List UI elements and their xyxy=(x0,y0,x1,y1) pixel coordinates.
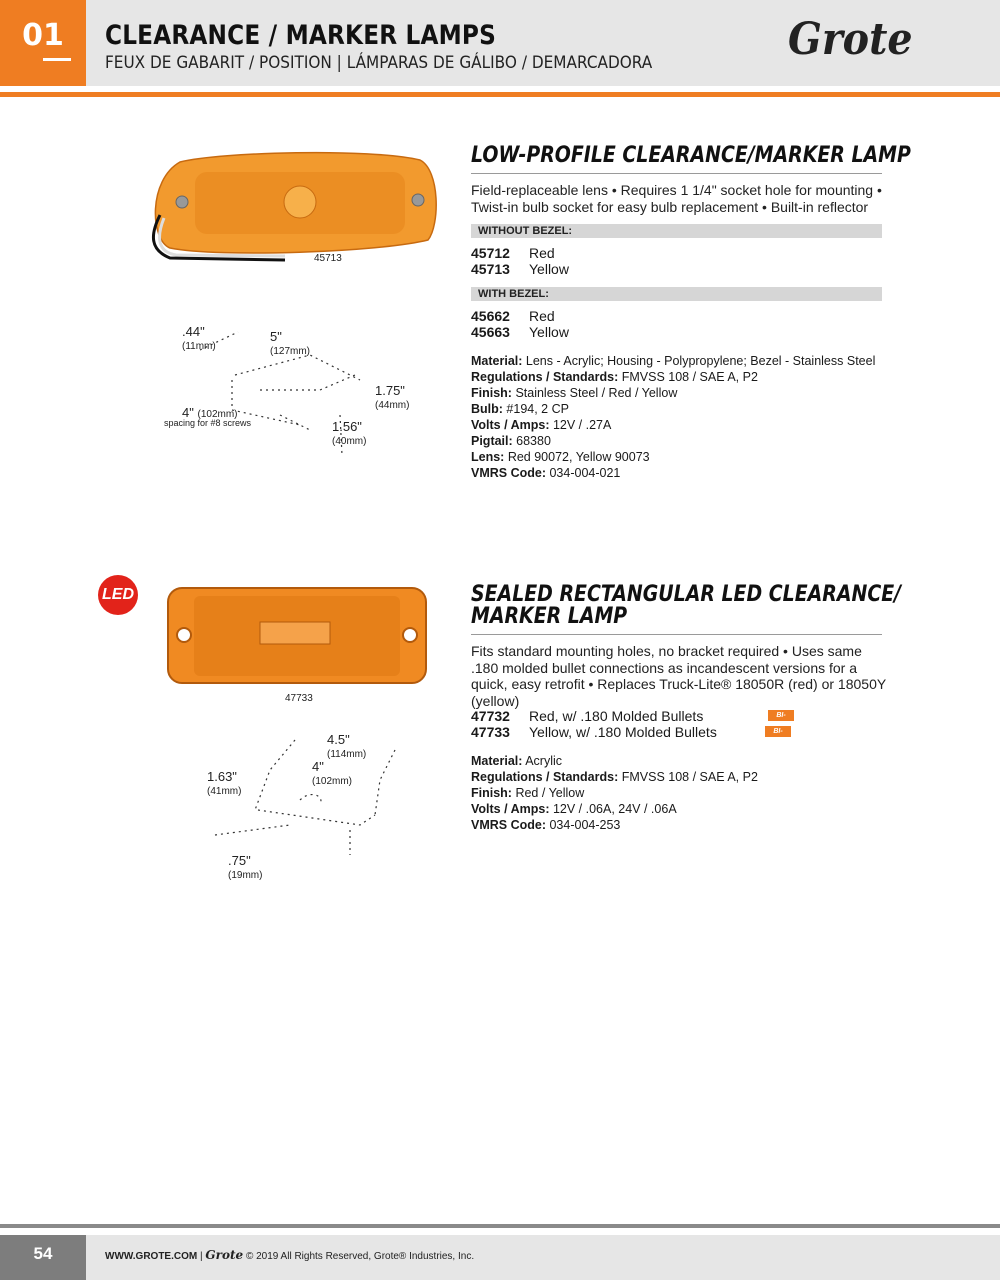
led-badge: LED xyxy=(98,575,138,615)
part-color: Red xyxy=(529,308,555,324)
spec-finish: Finish: Red / Yellow xyxy=(471,786,585,800)
title-rule xyxy=(471,634,882,635)
spec-lens: Lens: Red 90072, Yellow 90073 xyxy=(471,450,650,464)
dim-4: 4" (102mm) xyxy=(312,759,353,787)
spec-bulb: Bulb: #194, 2 CP xyxy=(471,402,569,416)
bi-volt-badge: BI- xyxy=(768,710,794,721)
part-number: 45712 xyxy=(471,245,510,261)
product-title: SEALED RECTANGULAR LED CLEARANCE/ xyxy=(471,582,902,607)
with-bezel-header: WITH BEZEL: xyxy=(471,287,882,301)
part-color: Red xyxy=(529,245,555,261)
part-color: Yellow xyxy=(529,261,569,277)
dim-175: 1.75" (44mm) xyxy=(375,383,410,411)
product-specs xyxy=(471,353,875,481)
part-number: 45713 xyxy=(471,261,510,277)
dim-075: .75" (19mm) xyxy=(228,853,263,881)
section-number: 01 xyxy=(22,18,64,53)
part-color: Yellow xyxy=(529,324,569,340)
website-link[interactable]: WWW.GROTE.COM xyxy=(105,1251,198,1262)
spec-volts-amps: Volts / Amps: 12V / .06A, 24V / .06A xyxy=(471,802,677,816)
part-number: 45663 xyxy=(471,324,510,340)
page-number: 54 xyxy=(0,1235,86,1280)
page-subtitle: FEUX DE GABARIT / POSITION | LÁMPARAS DE GÁLIBO / DEMARCADORA xyxy=(105,53,653,73)
sealed-led-lamp-image xyxy=(160,580,435,690)
footer-separator: | xyxy=(200,1251,203,1262)
product-title-line2: MARKER LAMP xyxy=(471,604,628,629)
without-bezel-header: WITHOUT BEZEL: xyxy=(471,224,882,238)
product-description: Fits standard mounting holes, no bracket required • Uses same .180 molded bullet connections as incandescent versions for a quick, easy retrofit • Replaces Truck-Lite® 18050R (red) or 18050Y (yellow) xyxy=(471,643,886,709)
dim-4: 4" (102mm) xyxy=(182,405,238,420)
spec-material: Material: Lens - Acrylic; Housing - Polypropylene; Bezel - Stainless Steel xyxy=(471,354,876,368)
footer-text xyxy=(105,1248,474,1262)
part-number: 45662 xyxy=(471,308,510,324)
image-caption: 47733 xyxy=(285,693,313,704)
footer-grote-logo: Grote xyxy=(205,1248,244,1262)
product-description: Field-replaceable lens • Requires 1 1/4" socket hole for mounting • Twist-in bulb socket for easy bulb replacement • Built-in reflector xyxy=(471,182,882,215)
spec-material: Material: Acrylic xyxy=(471,754,562,768)
dim-163: 1.63" (41mm) xyxy=(207,769,242,797)
section-tab xyxy=(0,0,86,86)
section-number-underline xyxy=(43,58,71,61)
dim-45: 4.5" (114mm) xyxy=(327,732,367,760)
dim-156: 1.56" (40mm) xyxy=(332,419,367,447)
part-number: 47732 xyxy=(471,708,510,724)
part-description: Yellow, w/ .180 Molded Bullets xyxy=(529,724,717,740)
title-rule xyxy=(471,173,882,174)
copyright: © 2019 All Rights Reserved, Grote® Industries, Inc. xyxy=(245,1251,475,1262)
spec-volts-amps: Volts / Amps: 12V / .27A xyxy=(471,418,612,432)
part-number: 47733 xyxy=(471,724,510,740)
grote-logo: Grote xyxy=(788,14,913,65)
dim-5: 5" (127mm) xyxy=(270,329,311,357)
spec-regulations: Regulations / Standards: FMVSS 108 / SAE A, P2 xyxy=(471,770,758,784)
spec-vmrs-code: VMRS Code: 034-004-021 xyxy=(471,466,621,480)
part-description: Red, w/ .180 Molded Bullets xyxy=(529,708,704,724)
spec-regulations: Regulations / Standards: FMVSS 108 / SAE A, P2 xyxy=(471,370,758,384)
dim-044: .44" (11mm) xyxy=(182,324,216,352)
image-caption: 45713 xyxy=(314,253,342,264)
spec-vmrs-code: VMRS Code: 034-004-253 xyxy=(471,818,621,832)
low-profile-lamp-image xyxy=(140,140,460,280)
product-title: LOW-PROFILE CLEARANCE/MARKER LAMP xyxy=(471,143,911,168)
product-specs xyxy=(471,753,758,833)
header-rule xyxy=(0,92,1000,97)
spec-finish: Finish: Stainless Steel / Red / Yellow xyxy=(471,386,678,400)
dim-4-note: spacing for #8 screws xyxy=(164,418,252,428)
footer-rule xyxy=(0,1224,1000,1228)
bi-volt-badge: BI-VOLT xyxy=(765,726,791,737)
page-title: CLEARANCE / MARKER LAMPS xyxy=(105,20,497,51)
spec-pigtail: Pigtail: 68380 xyxy=(471,434,551,448)
